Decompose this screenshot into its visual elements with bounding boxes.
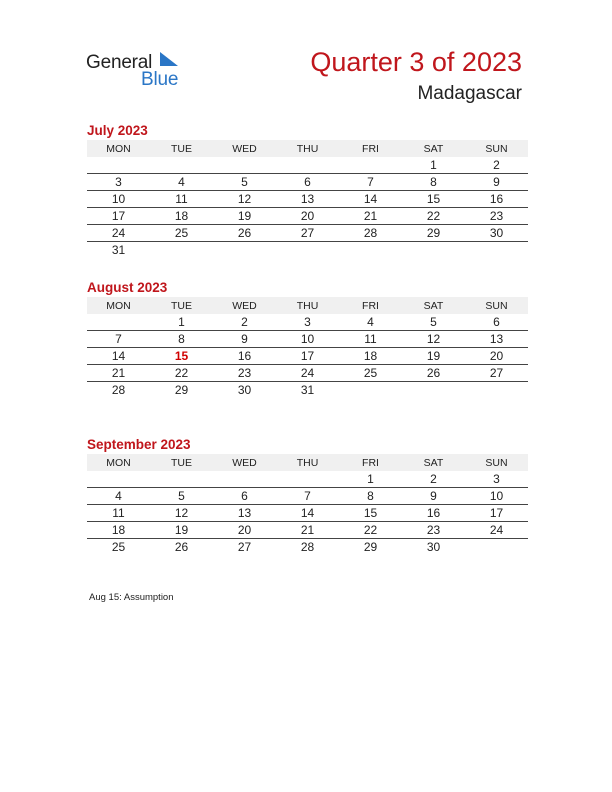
day-cell: 15 bbox=[150, 348, 213, 365]
weekday-header: FRI bbox=[339, 454, 402, 471]
day-cell: 12 bbox=[213, 191, 276, 208]
empty-day-cell bbox=[465, 382, 528, 399]
empty-day-cell bbox=[87, 314, 150, 331]
weekday-header: MON bbox=[87, 140, 150, 157]
month-calendar-july bbox=[87, 122, 528, 258]
weekday-header: FRI bbox=[339, 297, 402, 314]
day-cell: 23 bbox=[465, 208, 528, 225]
logo-text-general: General bbox=[86, 52, 153, 73]
holiday-note: Aug 15: Assumption bbox=[89, 592, 174, 603]
day-cell: 20 bbox=[465, 348, 528, 365]
day-cell: 7 bbox=[276, 488, 339, 505]
weekday-header: WED bbox=[213, 297, 276, 314]
day-cell: 21 bbox=[339, 208, 402, 225]
day-cell: 2 bbox=[402, 471, 465, 488]
day-cell: 11 bbox=[339, 331, 402, 348]
day-cell: 14 bbox=[339, 191, 402, 208]
day-cell: 20 bbox=[276, 208, 339, 225]
day-cell: 10 bbox=[276, 331, 339, 348]
empty-day-cell bbox=[276, 471, 339, 488]
day-cell: 8 bbox=[150, 331, 213, 348]
month-title: August 2023 bbox=[87, 280, 168, 295]
day-cell: 9 bbox=[402, 488, 465, 505]
day-cell: 15 bbox=[339, 505, 402, 522]
weekday-header-row bbox=[87, 454, 528, 471]
empty-day-cell bbox=[87, 157, 150, 174]
day-cell: 22 bbox=[150, 365, 213, 382]
empty-day-cell bbox=[87, 471, 150, 488]
day-cell: 25 bbox=[150, 225, 213, 242]
weekday-header: SAT bbox=[402, 297, 465, 314]
week-row bbox=[87, 242, 528, 259]
week-row bbox=[87, 348, 528, 365]
day-cell: 13 bbox=[465, 331, 528, 348]
day-cell: 2 bbox=[465, 157, 528, 174]
day-cell: 28 bbox=[339, 225, 402, 242]
day-cell: 18 bbox=[150, 208, 213, 225]
day-cell: 26 bbox=[174, 540, 189, 554]
weekday-header: THU bbox=[276, 140, 339, 157]
day-cell: 16 bbox=[402, 505, 465, 522]
week-row bbox=[87, 331, 528, 348]
empty-day-cell bbox=[339, 382, 402, 399]
weekday-header-row bbox=[87, 297, 528, 314]
week-row bbox=[87, 488, 528, 505]
empty-day-cell bbox=[339, 157, 402, 174]
day-cell: 4 bbox=[339, 314, 402, 331]
day-cell: 24 bbox=[465, 522, 528, 539]
day-cell: 24 bbox=[276, 365, 339, 382]
day-cell: 24 bbox=[87, 225, 150, 242]
day-cell: 29 bbox=[174, 383, 189, 397]
day-cell: 5 bbox=[402, 314, 465, 331]
day-cell: 17 bbox=[276, 348, 339, 365]
day-cell: 9 bbox=[465, 174, 528, 191]
day-cell: 7 bbox=[339, 174, 402, 191]
week-row bbox=[87, 522, 528, 539]
day-cell: 21 bbox=[276, 522, 339, 539]
month-title: September 2023 bbox=[87, 437, 191, 452]
day-cell: 18 bbox=[339, 348, 402, 365]
calendar-table bbox=[87, 297, 528, 398]
page-title: Quarter 3 of 2023 bbox=[310, 47, 522, 77]
empty-day-cell bbox=[402, 382, 465, 399]
empty-day-cell bbox=[213, 157, 276, 174]
week-row bbox=[87, 471, 528, 488]
weekday-header: WED bbox=[213, 454, 276, 471]
week-row bbox=[87, 174, 528, 191]
week-row bbox=[87, 382, 528, 399]
weekday-header-row bbox=[87, 140, 528, 157]
weekday-header: SAT bbox=[402, 454, 465, 471]
empty-day-cell bbox=[402, 242, 465, 259]
day-cell: 8 bbox=[339, 488, 402, 505]
weekday-header: SUN bbox=[465, 140, 528, 157]
day-cell: 31 bbox=[300, 383, 315, 397]
empty-day-cell bbox=[276, 157, 339, 174]
empty-day-cell bbox=[339, 242, 402, 259]
empty-day-cell bbox=[213, 471, 276, 488]
weekday-header: TUE bbox=[150, 454, 213, 471]
logo-text-blue: Blue bbox=[141, 69, 179, 90]
brand-logo bbox=[86, 50, 196, 90]
day-cell: 28 bbox=[111, 383, 126, 397]
day-cell: 5 bbox=[213, 174, 276, 191]
day-cell: 2 bbox=[213, 314, 276, 331]
empty-day-cell bbox=[213, 242, 276, 259]
day-cell: 25 bbox=[339, 365, 402, 382]
weekday-header: SUN bbox=[465, 297, 528, 314]
day-cell: 16 bbox=[465, 191, 528, 208]
day-cell: 13 bbox=[276, 191, 339, 208]
day-cell: 5 bbox=[150, 488, 213, 505]
day-cell: 8 bbox=[402, 174, 465, 191]
day-cell: 18 bbox=[87, 522, 150, 539]
day-cell: 1 bbox=[150, 314, 213, 331]
month-calendar-august bbox=[87, 279, 528, 398]
day-cell: 13 bbox=[213, 505, 276, 522]
weekday-header: THU bbox=[276, 297, 339, 314]
weekday-header: MON bbox=[87, 454, 150, 471]
day-cell: 30 bbox=[465, 225, 528, 242]
day-cell: 26 bbox=[402, 365, 465, 382]
week-row bbox=[87, 191, 528, 208]
day-cell: 14 bbox=[87, 348, 150, 365]
weekday-header: SUN bbox=[465, 454, 528, 471]
day-cell: 4 bbox=[87, 488, 150, 505]
week-row bbox=[87, 225, 528, 242]
empty-day-cell bbox=[150, 242, 213, 259]
weekday-header: TUE bbox=[150, 297, 213, 314]
day-cell: 17 bbox=[87, 208, 150, 225]
weekday-header: MON bbox=[87, 297, 150, 314]
day-cell: 3 bbox=[276, 314, 339, 331]
empty-day-cell bbox=[465, 539, 528, 556]
week-row bbox=[87, 539, 528, 556]
day-cell: 6 bbox=[276, 174, 339, 191]
day-cell: 28 bbox=[300, 540, 315, 554]
weekday-header: TUE bbox=[150, 140, 213, 157]
day-cell: 9 bbox=[213, 331, 276, 348]
week-row bbox=[87, 157, 528, 174]
day-cell: 23 bbox=[402, 522, 465, 539]
day-cell: 19 bbox=[213, 208, 276, 225]
day-cell: 12 bbox=[150, 505, 213, 522]
day-cell: 19 bbox=[402, 348, 465, 365]
day-cell: 11 bbox=[150, 191, 213, 208]
empty-day-cell bbox=[465, 242, 528, 259]
day-cell: 17 bbox=[465, 505, 528, 522]
day-cell: 14 bbox=[276, 505, 339, 522]
day-cell: 25 bbox=[111, 540, 126, 554]
weekday-header: FRI bbox=[339, 140, 402, 157]
holiday-notes bbox=[89, 592, 174, 603]
day-cell: 11 bbox=[87, 505, 150, 522]
day-cell: 4 bbox=[150, 174, 213, 191]
day-cell: 3 bbox=[465, 471, 528, 488]
week-row bbox=[87, 314, 528, 331]
day-cell: 12 bbox=[402, 331, 465, 348]
week-row bbox=[87, 365, 528, 382]
empty-day-cell bbox=[150, 471, 213, 488]
empty-day-cell bbox=[150, 157, 213, 174]
country-name: Madagascar bbox=[417, 83, 522, 104]
day-cell: 27 bbox=[237, 540, 252, 554]
day-cell: 20 bbox=[213, 522, 276, 539]
day-cell: 29 bbox=[402, 225, 465, 242]
day-cell: 27 bbox=[465, 365, 528, 382]
day-cell: 10 bbox=[87, 191, 150, 208]
day-cell: 22 bbox=[402, 208, 465, 225]
day-cell: 16 bbox=[213, 348, 276, 365]
day-cell: 21 bbox=[87, 365, 150, 382]
calendar-table bbox=[87, 454, 528, 555]
day-cell: 27 bbox=[276, 225, 339, 242]
day-cell: 3 bbox=[87, 174, 150, 191]
day-cell: 6 bbox=[465, 314, 528, 331]
week-row bbox=[87, 505, 528, 522]
empty-day-cell bbox=[276, 242, 339, 259]
day-cell: 15 bbox=[402, 191, 465, 208]
month-calendar-september bbox=[87, 436, 528, 555]
weekday-header: THU bbox=[276, 454, 339, 471]
day-cell: 1 bbox=[402, 157, 465, 174]
day-cell: 7 bbox=[87, 331, 150, 348]
day-cell: 31 bbox=[111, 243, 126, 257]
day-cell: 26 bbox=[213, 225, 276, 242]
day-cell: 30 bbox=[237, 383, 252, 397]
weekday-header: SAT bbox=[402, 140, 465, 157]
day-cell: 19 bbox=[150, 522, 213, 539]
day-cell: 6 bbox=[213, 488, 276, 505]
logo-flag-icon bbox=[160, 52, 178, 68]
month-title: July 2023 bbox=[87, 123, 148, 138]
day-cell: 22 bbox=[339, 522, 402, 539]
day-cell: 29 bbox=[363, 540, 378, 554]
weekday-header: WED bbox=[213, 140, 276, 157]
calendar-table bbox=[87, 140, 528, 258]
day-cell: 23 bbox=[213, 365, 276, 382]
week-row bbox=[87, 208, 528, 225]
day-cell: 1 bbox=[339, 471, 402, 488]
day-cell: 10 bbox=[465, 488, 528, 505]
day-cell: 30 bbox=[426, 540, 441, 554]
